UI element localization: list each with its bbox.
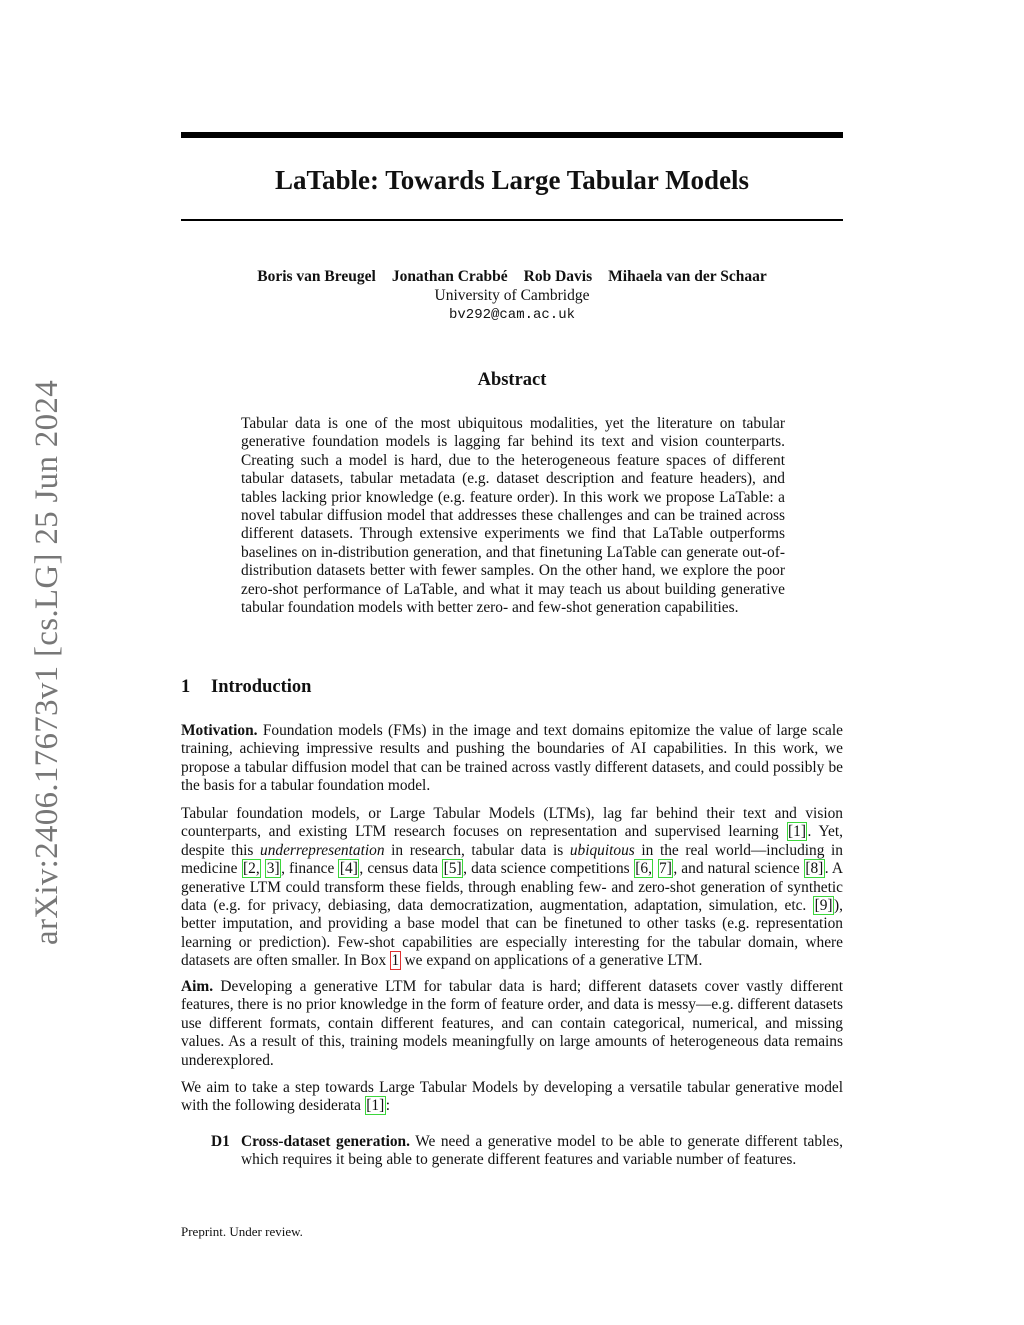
emphasis: ubiquitous <box>569 841 635 859</box>
text-run: . A generative LTM could transform these fields, through enabling few- and zero-shot generation of synthetic data (e.g. for privacy, debiasing, data democratization, augmentation, adaptation, simulation, etc. <box>181 860 843 915</box>
paragraph-text: Developing a generative LTM for tabular data is hard; different datasets cover vastly different features, there is no prior knowledge in the form of feature order, and data is messy—e.g. different datasets use different formats, contain different features, and can contain categorical, numerical, and missing values. As a result of this, training models meaningfully on large amounts of heterogeneous data remains underexplored. <box>181 978 843 1069</box>
desideratum-lead: Cross-dataset generation. <box>241 1133 410 1150</box>
citation-link[interactable]: [6, <box>635 860 652 878</box>
paragraph-text: Foundation models (FMs) in the image and text domains epitomize the value of large scale training, achieving impressive results and pushing the boundaries of AI capabilities. In this work, we propose a tabular diffusion model that can be trained across vastly different datasets, and could possibly be the basis for a tabular foundation model. <box>181 722 843 795</box>
citation-link[interactable]: 3] <box>266 860 280 878</box>
text-run: , data science competitions <box>463 860 634 878</box>
desideratum-body: We need a generative model to be able to generate different tables, which requires it being able to generate different features and variable number of features. <box>241 1133 843 1169</box>
citation-link[interactable]: [1] <box>788 823 806 841</box>
motivation-paragraph <box>181 722 843 796</box>
citation-link[interactable]: [1] <box>366 1097 385 1115</box>
citation-link[interactable]: [4] <box>339 860 358 878</box>
text-run: : <box>385 1097 391 1115</box>
text-run: . Yet, despite this <box>181 823 843 859</box>
aim-paragraph <box>181 978 843 1070</box>
desideratum-label: D1 <box>211 1133 230 1150</box>
paper-title: LaTable: Towards Large Tabular Models <box>274 165 750 195</box>
citation-link[interactable]: 7] <box>659 860 672 878</box>
section-title: Introduction <box>211 677 312 697</box>
desideratum-text <box>241 1133 843 1170</box>
author-list <box>181 267 843 287</box>
citation-link[interactable]: [2, <box>243 860 260 878</box>
paragraph-lead: Aim. <box>181 978 214 995</box>
author: Boris van Breugel <box>257 268 376 285</box>
ltm-paragraph <box>181 805 843 971</box>
author: Jonathan Crabbé <box>391 268 508 285</box>
box-reference-link[interactable]: 1 <box>391 952 400 970</box>
text-run: in the real world—including in medicine <box>181 841 844 878</box>
author: Rob Davis <box>523 268 593 285</box>
author-email[interactable]: bv292@cam.ac.uk <box>448 307 576 323</box>
section-heading-introduction <box>181 677 311 698</box>
text-run: , census data <box>359 860 443 878</box>
abstract-text: Tabular data is one of the most ubiquitous modalities, yet the literature on tabular generative foundation models is lagging far behind its text and vision counterparts. Creating such a model is hard, due to the heterogeneous feature spaces of different tabular datasets, tabular metadata (e.g. dataset description and feature headers), and tables lacking prior knowledge (e.g. feature order). In this work we propose LaTable: a novel tabular diffusion model that addresses these challenges and can be trained across different datasets. Through extensive experiments we find that LaTable outperforms baselines on in-distribution generation, and that finetuning LaTable can generate out-of-distribution datasets better with fewer samples. On the other hand, we explore the poor zero-shot performance of LaTable, and what it may teach us about building generative tabular foundation models with better zero- and few-shot generation capabilities. <box>241 415 785 617</box>
text-run: Tabular foundation models, or Large Tabular Models (LTMs), lag far behind their text and vision counterparts, and existing LTM research focuses on representation and supervised learning <box>181 805 843 841</box>
emphasis: underrepresentation <box>260 841 385 859</box>
text-run: we expand on applications of a generative LTM. <box>400 952 703 970</box>
abstract-heading: Abstract <box>477 370 547 390</box>
title-top-rule <box>181 132 843 138</box>
text-run: , finance <box>281 860 339 878</box>
desideratum-d1 <box>211 1133 843 1170</box>
paragraph-lead: Motivation. <box>181 722 258 739</box>
citation-link[interactable]: [9] <box>814 897 833 915</box>
citation-link[interactable]: [8] <box>805 860 824 878</box>
arxiv-identifier: arXiv:2406.17673v1 [cs.LG] 25 Jun 2024 <box>29 379 65 945</box>
text-run: ), better imputation, and providing a base model that can be finetuned to other tasks (e.g. representation learning or prediction). Few-shot capabilities are especially interesting for the tabular domain, where datasets are often smaller. In Box <box>181 897 843 970</box>
citation-link[interactable]: [5] <box>443 860 462 878</box>
text-run: in research, tabular data is <box>384 841 570 859</box>
footer-note: Preprint. Under review. <box>181 1224 303 1239</box>
text-run: , and natural science <box>673 860 804 878</box>
affiliation: University of Cambridge <box>434 287 590 304</box>
title-bottom-rule <box>181 219 843 221</box>
author: Mihaela van der Schaar <box>608 268 767 285</box>
text-run: We aim to take a step towards Large Tabular Models by developing a versatile tabular generative model with the following desiderata <box>181 1079 843 1115</box>
section-number: 1 <box>181 677 191 697</box>
desiderata-intro-paragraph <box>181 1079 843 1116</box>
